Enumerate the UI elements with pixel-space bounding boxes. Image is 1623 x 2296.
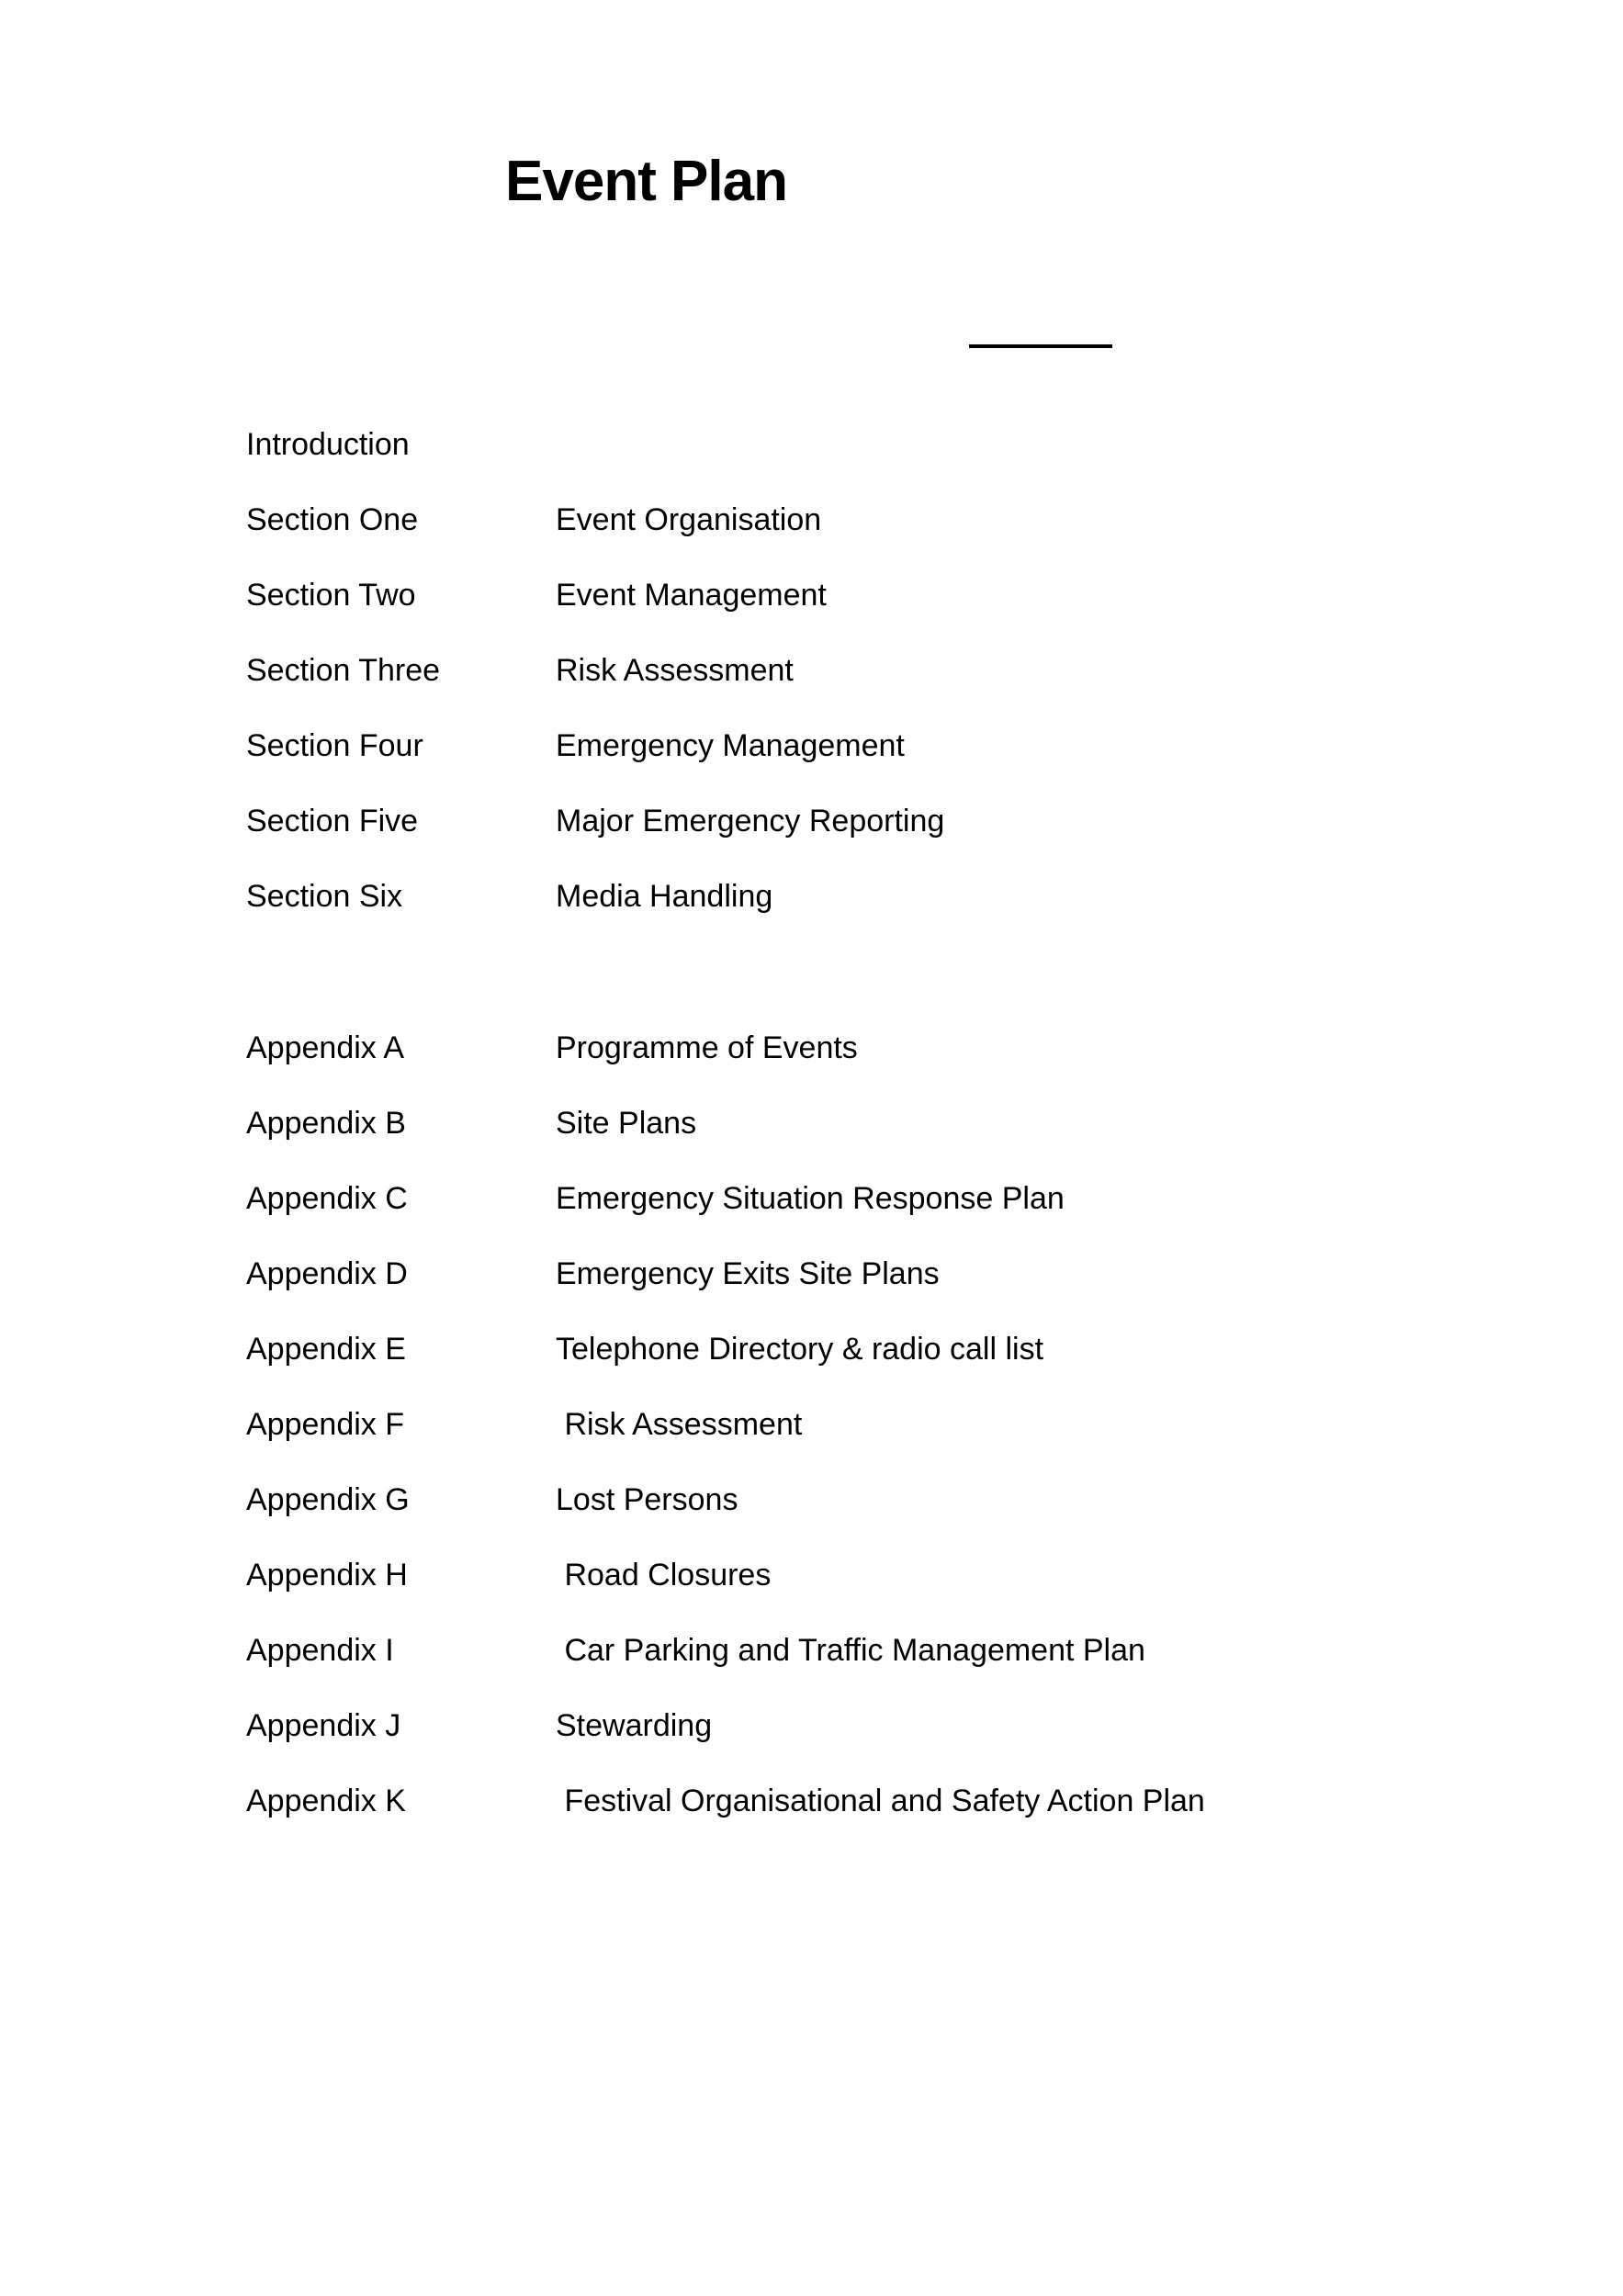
toc-row-value: Road Closures [556, 1558, 772, 1593]
toc-row-appendix-k [246, 1783, 1205, 1820]
toc-row-value: Event Management [556, 578, 827, 613]
toc-row-label: Appendix A [246, 1030, 405, 1065]
toc-row-value: Car Parking and Traffic Management Plan [556, 1633, 1145, 1668]
toc-row-label: Section One [246, 502, 419, 537]
toc-row-introduction [246, 426, 944, 464]
toc-row-section-six [246, 878, 944, 916]
toc-row-appendix-a [246, 1030, 1205, 1067]
toc-row-value: Programme of Events [556, 1030, 858, 1065]
toc-row-label: Appendix D [246, 1256, 408, 1291]
toc-row-section-three [246, 652, 944, 690]
toc-row-label: Appendix G [246, 1482, 410, 1517]
toc-row-label: Appendix H [246, 1558, 408, 1593]
toc-row-section-one [246, 501, 944, 539]
toc-row-value: Media Handling [556, 879, 773, 914]
toc-row-label: Appendix F [246, 1407, 404, 1442]
sections-list [246, 426, 944, 953]
toc-row-appendix-g [246, 1481, 1205, 1519]
toc-row-appendix-c [246, 1180, 1205, 1218]
toc-row-appendix-f [246, 1406, 1205, 1444]
toc-row-label: Appendix J [246, 1708, 401, 1743]
toc-row-value: Emergency Exits Site Plans [556, 1256, 940, 1291]
toc-row-value: Stewarding [556, 1708, 713, 1743]
toc-row-appendix-h [246, 1557, 1205, 1594]
appendices-list [246, 1030, 1205, 1858]
toc-row-label: Introduction [246, 427, 410, 462]
toc-row-appendix-i [246, 1632, 1205, 1670]
toc-row-appendix-b [246, 1105, 1205, 1142]
toc-row-value: Emergency Situation Response Plan [556, 1181, 1065, 1216]
toc-row-label: Appendix K [246, 1784, 406, 1818]
toc-row-label: Appendix E [246, 1332, 406, 1367]
toc-row-appendix-j [246, 1707, 1205, 1745]
toc-row-label: Section Three [246, 653, 441, 688]
toc-row-label: Appendix B [246, 1106, 406, 1141]
toc-row-value: Site Plans [556, 1106, 697, 1141]
toc-row-value: Risk Assessment [556, 1407, 803, 1442]
toc-row-section-four [246, 727, 944, 765]
horizontal-rule [969, 344, 1112, 348]
toc-row-value: Emergency Management [556, 728, 905, 763]
toc-row-value: Festival Organisational and Safety Action Plan [556, 1784, 1205, 1818]
toc-row-label: Section Five [246, 804, 419, 838]
toc-row-value: Telephone Directory & radio call list [556, 1332, 1044, 1367]
toc-row-label: Section Two [246, 578, 416, 613]
toc-row-value: Event Organisation [556, 502, 822, 537]
toc-row-appendix-d [246, 1255, 1205, 1293]
toc-row-appendix-e [246, 1331, 1205, 1368]
page-title: Event Plan [505, 150, 787, 213]
toc-row-label: Appendix I [246, 1633, 394, 1668]
toc-row-label: Section Four [246, 728, 423, 763]
toc-row-value: Major Emergency Reporting [556, 804, 945, 838]
toc-row-value: Lost Persons [556, 1482, 738, 1517]
toc-row-label: Appendix C [246, 1181, 408, 1216]
toc-row-section-five [246, 803, 944, 840]
toc-row-label: Section Six [246, 879, 403, 914]
toc-row-value: Risk Assessment [556, 653, 794, 688]
toc-row-section-two [246, 577, 944, 614]
